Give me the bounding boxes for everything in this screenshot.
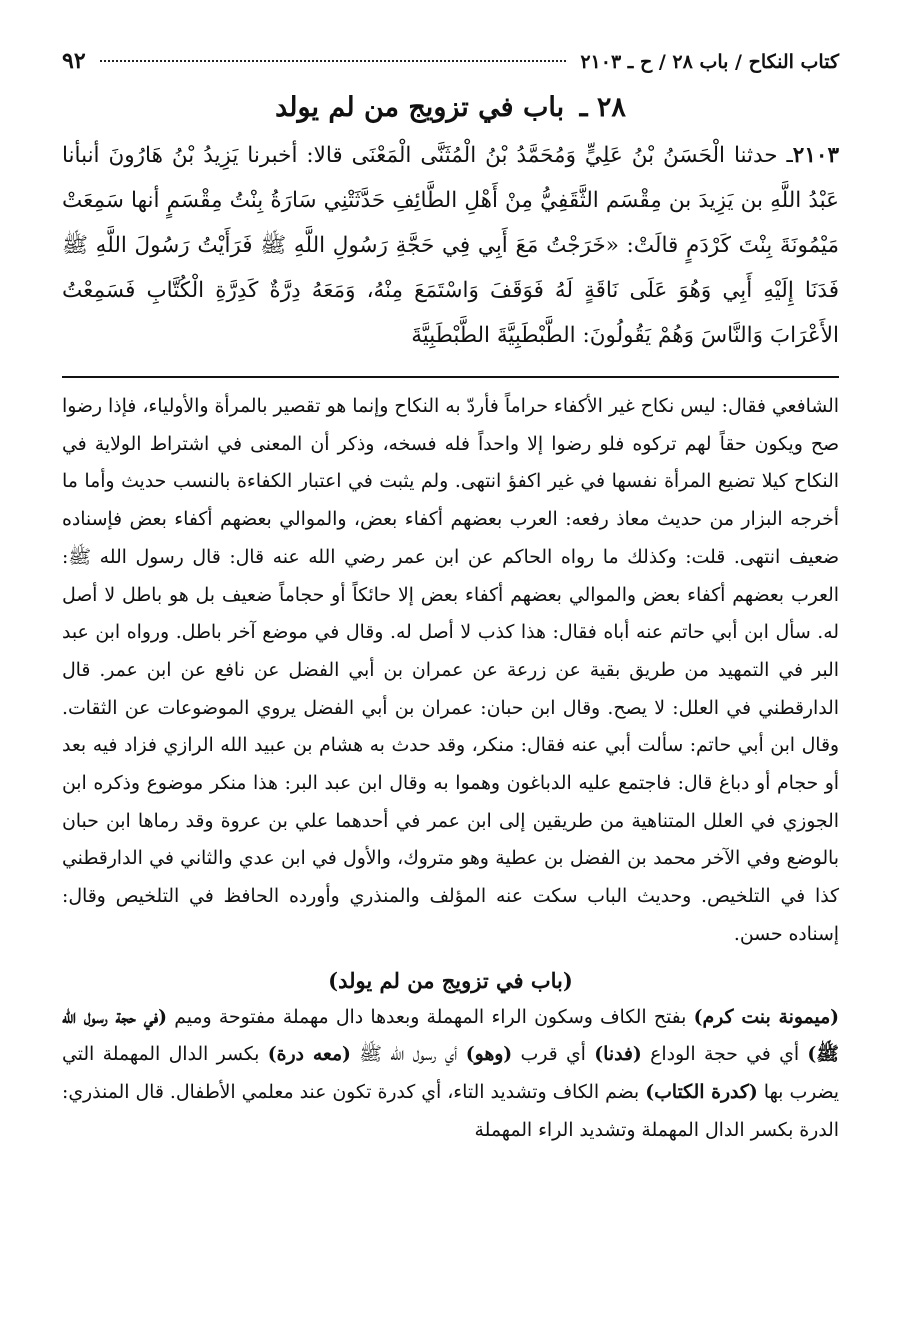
- hadith-body: ـ حدثنا الْحَسَنُ بْنُ عَلِيٍّ وَمُحَمَّدُ بْنُ الْمُثَنَّى الْمَعْنَى قالا: أخبرنا يَزِيدُ بْنُ هَارُونَ أنبأنا عَبْدُ اللَّهِ بن يَزِيدَ بن مِقْسَم الثَّقَفِيُّ مِنْ أَهْلِ الطَّائِفِ حَدَّثَتْنِي سَارَةُ بِنْتُ مِقْسَمٍ أنها سَمِعَتْ مَيْمُونَةَ بِنْتَ كَرْدَمٍ قالَتْ: «خَرَجْتُ مَعَ أَبِي فِي حَجَّةِ رَسُولِ اللَّهِ ﷺ فَرَأَيْتُ رَسُولَ اللَّهِ ﷺ فَدَنَا إِلَيْهِ أَبِي وَهُوَ عَلَى نَاقَةٍ لَهُ فَوَقَفَ وَاسْتَمَعَ مِنْهُ، وَمَعَهُ دِرَّةٌ كَدِرَّةِ الْكُتَّابِ فَسَمِعْتُ الأَعْرَابَ وَالنَّاسَ وَهُمْ يَقُولُونَ: الطَّبْطَبِيَّةَ الطَّبْطَبِيَّةَ: [62, 143, 839, 348]
- explanation-text-4: أي رسول الله ﷺ: [350, 1044, 466, 1066]
- term-kadurrat-alkuttab: (كدرة الكتاب): [645, 1080, 758, 1103]
- running-header: [62, 48, 839, 88]
- explanation-text-5: بكسر الدال المهملة التي يضرب بها: [62, 1044, 839, 1103]
- book-page: [62, 48, 839, 1300]
- term-hajja: (في حجة رسول الله ﷺ): [62, 1005, 839, 1066]
- explanation-text-2: أي في حجة الوداع: [641, 1044, 808, 1066]
- term-maymuna: (ميمونة بنت كرم): [693, 1005, 840, 1028]
- chapter-number: ٢٨ ـ: [579, 92, 626, 123]
- explanation-text-6: بضم الكاف وتشديد التاء، أي كدرة تكون عند معلمي الأطفال. قال المنذري: الدرة بكسر الدال المهملة وتشديد الراء المهملة: [62, 1081, 839, 1141]
- hadith-number: ٢١٠٣: [792, 143, 839, 168]
- section-heading: (باب في تزويج من لم يولد): [328, 967, 573, 993]
- footnote-divider: [62, 376, 839, 378]
- header-dotted-leader: [100, 60, 567, 62]
- explanation-block: [62, 999, 839, 1150]
- term-wahuwa: (وهو): [465, 1043, 513, 1066]
- hadith-text-block: [62, 133, 839, 358]
- explanation-text-1: بفتح الكاف وسكون الراء المهملة وبعدها دال مهملة مفتوحة وميم: [166, 1006, 694, 1028]
- running-title: كتاب النكاح / باب ٢٨ / ح ـ ٢١٠٣: [580, 51, 839, 73]
- chapter-heading: باب في تزويج من لم يولد: [275, 92, 565, 123]
- term-fadana: (فدنا): [594, 1043, 642, 1066]
- term-maahu-durra: (معه درة): [267, 1043, 351, 1066]
- explanation-text-3: أي قرب: [512, 1044, 595, 1066]
- commentary-block: [62, 388, 839, 954]
- commentary-text: الشافعي فقال: ليس نكاح غير الأكفاء حراماً فأردّ به النكاح وإنما هو تقصير بالمرأة والأولياء، فإذا رضوا صح ويكون حقاً لهم تركوه فلو رضوا إلا واحداً فله فسخه، وذكر أن المعنى في اشتراط الولاية في النكاح كيلا تضيع المرأة نفسها في غير اكفؤ انتهى. ولم يثبت في اعتبار الكفاءة بالنسب حديث وأما ما أخرجه البزار من حديث معاذ رفعه: العرب بعضهم أكفاء بعض، والموالي بعضهم أكفاء بعض فإسناده ضعيف انتهى. قلت: وكذلك ما رواه الحاكم عن ابن عمر رضي الله عنه قال: قال رسول الله ﷺ: العرب بعضهم أكفاء بعض والموالي بعضهم أكفاء بعض إلا حائكاً أو حجاماً ضعيف بل هو باطل لا أصل له. سأل ابن أبي حاتم عنه أباه فقال: هذا كذب لا أصل له. وقال في موضع آخر باطل. ورواه ابن عبد البر في التمهيد من طريق بقية عن زرعة عن عمران بن أبي الفضل عن نافع عن ابن عمر. قال الدارقطني في العلل: لا يصح. وقال ابن حبان: عمران بن أبي الفضل يروي الموضوعات عن الثقات. وقال ابن أبي حاتم: سألت أبي عنه فقال: منكر، وقد حدث به هشام بن عبيد الله الرازي فزاد فيه بعد أو حجام أو دباغ قال: فاجتمع عليه الدباغون وهموا به وقال ابن عبد البر: هذا منكر موضوع وذكره ابن الجوزي في العلل المتناهية من طريقين إلى ابن عمر في أحدهما علي بن عروة وقد رماها ابن حبان بالوضع وفي الآخر محمد بن الفضل بن عطية وهو متروك، والأول في ابن عدي والثاني في الدارقطني كذا في التلخيص. وحديث الباب سكت عنه المؤلف والمنذري وأورده الحافظ في التلخيص وقال: إسناده حسن.: [62, 396, 839, 945]
- chapter-title: [62, 92, 839, 123]
- page-number: ٩٢: [62, 48, 86, 74]
